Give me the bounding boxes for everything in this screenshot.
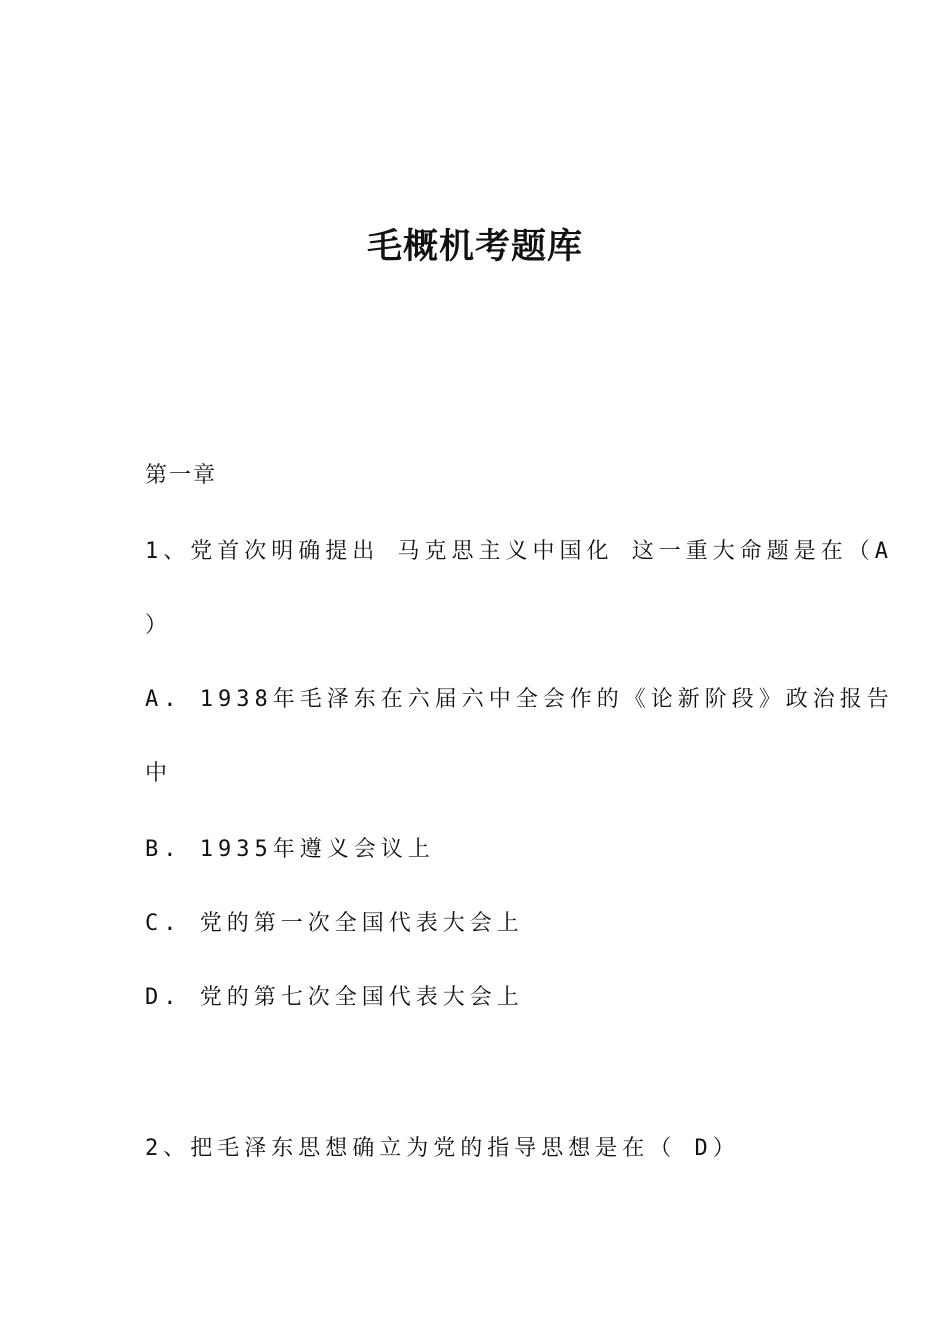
question-1-stem-continued: ） (145, 613, 173, 638)
question-1-option-a: A. 1938年毛泽东在六届六中全会作的《论新阶段》政治报告 (145, 687, 894, 712)
document-title: 毛概机考题库 (366, 227, 583, 267)
question-1-option-d: D. 党的第七次全国代表大会上 (145, 985, 524, 1010)
question-2-stem: 2、把毛泽东思想确立为党的指导思想是在（ D） (145, 1136, 740, 1161)
question-1-option-c: C. 党的第一次全国代表大会上 (145, 911, 524, 936)
question-1-stem: 1、党首次明确提出 马克思主义中国化 这一重大命题是在（A (145, 539, 893, 564)
chapter-heading: 第一章 (145, 463, 218, 488)
question-1-option-a-continued: 中 (145, 761, 173, 786)
question-1-option-b: B. 1935年遵义会议上 (145, 837, 435, 862)
